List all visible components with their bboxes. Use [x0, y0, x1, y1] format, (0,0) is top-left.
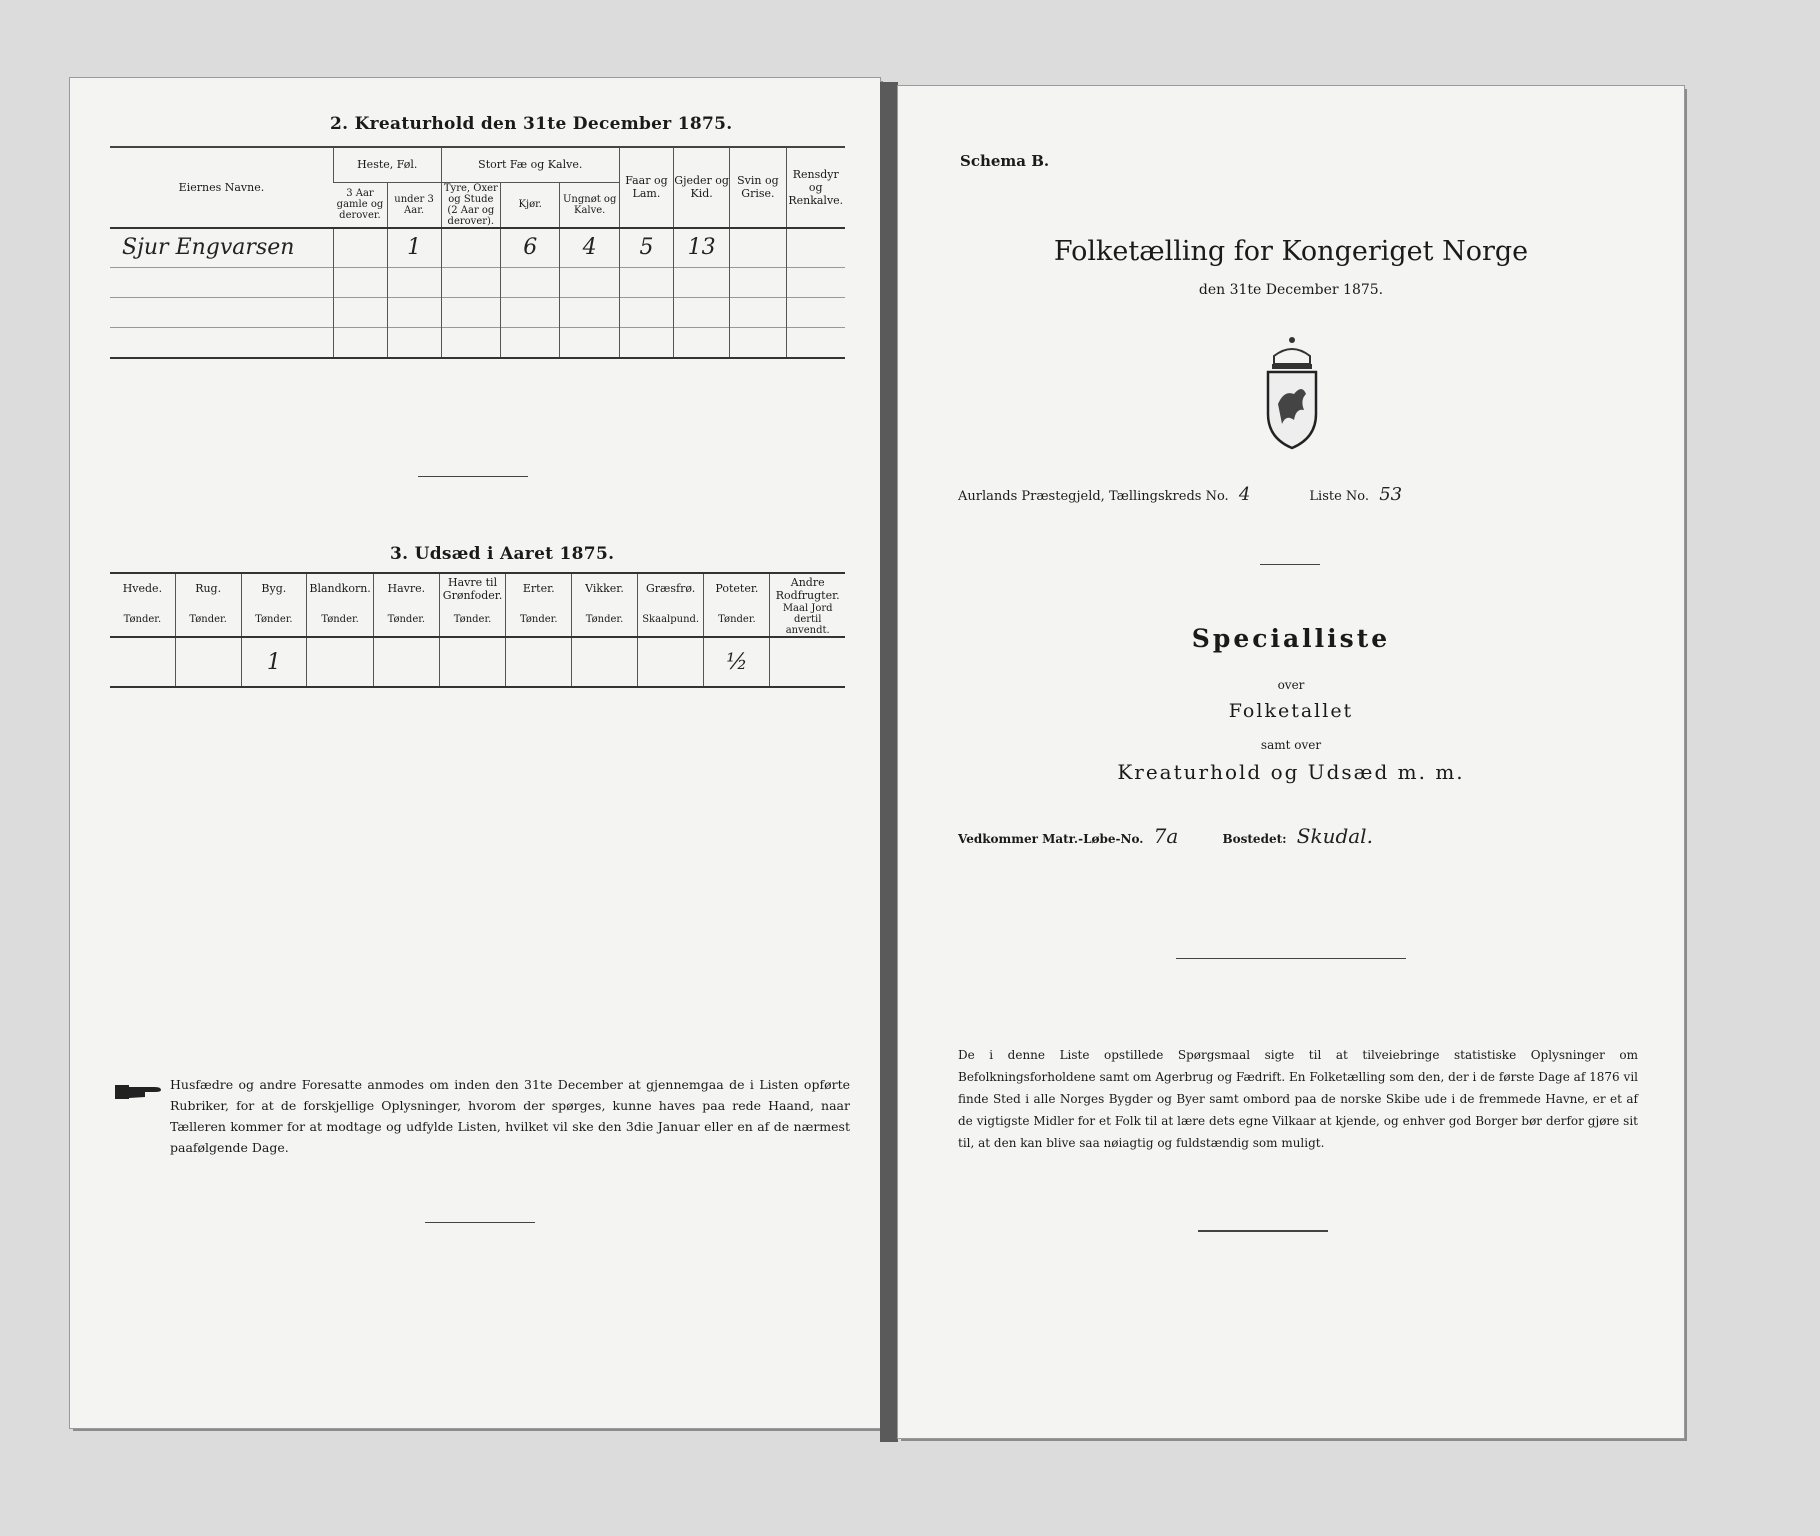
table-row	[110, 228, 845, 268]
page-title: Folketælling for Kongeriget Norge	[1053, 236, 1529, 267]
owner-name: Sjur Engvarsen	[122, 235, 295, 261]
horses-adult-header: 3 Aar gamle og derover.	[336, 188, 384, 221]
seed-unit-label: Maal Jord dertil anvendt.	[770, 603, 845, 637]
goats-header: Gjeder og Kid.	[674, 148, 730, 228]
seed-column-header: Græsfrø.	[637, 573, 704, 603]
seed-value: 1	[241, 637, 307, 687]
matr-line	[958, 824, 1373, 848]
spine	[880, 82, 898, 1442]
cell-value: 1	[387, 228, 441, 268]
parish-line	[958, 484, 1402, 505]
left-page	[70, 78, 880, 1428]
seed-unit-label: Tønder.	[506, 603, 572, 637]
heading: Specialliste	[1191, 624, 1391, 653]
seed-column-header: Blandkorn.	[307, 573, 374, 603]
seed-column-header: Hvede.	[122, 582, 163, 595]
livestock-table	[110, 148, 845, 359]
seed-unit-label: Tønder.	[241, 603, 307, 637]
cattle-calves-header: Ungnøt og Kalve.	[560, 182, 619, 228]
reindeer-header: Rensdyr og Renkalve.	[786, 148, 845, 228]
seed-column-header: Rug.	[175, 573, 241, 603]
seed-unit-label: Tønder.	[439, 603, 506, 637]
section3-title: 3. Udsæd i Aaret 1875.	[390, 544, 615, 564]
liste-number: 53	[1379, 484, 1403, 505]
seed-column-header: Andre Rodfrugter.	[770, 573, 845, 603]
parish-label: Aurlands Præstegjeld, Tællingskreds No.	[958, 489, 1229, 504]
cell-value	[441, 228, 500, 268]
owner-header: Eiernes Navne.	[178, 180, 265, 194]
samt-over-label: samt over	[1260, 738, 1322, 752]
info-note: De i denne Liste opstillede Spørgsmaal sigte til at tilveiebringe statistiske Oplysninger om Befolkningsforholdene samt om Agerbrug og Fædrift. En Folketælling som den, der i de første Dage af 1876 vil finde Sted i alle Norges Bygder og Byer samt ombord paa de norske Skibe ude i de fremmede Havne, er et af de vigtigste Midler for et Folk til at lære dets egne Vilkaar at kjende, og enhver god Borger bør derfor gjøre sit til, at den kan blive saa nøiagtig og fuldstændig som muligt.	[958, 1048, 1638, 1150]
subtitle: Kreaturhold og Udsæd m. m.	[1117, 760, 1465, 784]
seed-value	[439, 637, 506, 687]
seed-unit-label: Tønder.	[175, 603, 241, 637]
bosted-value: Skudal.	[1296, 824, 1373, 848]
seed-unit-label: Tønder.	[307, 603, 374, 637]
seed-unit-label: Tønder.	[572, 603, 638, 637]
footnote: Husfædre og andre Foresatte anmodes om inden den 31te December at gjennemgaa de i Listen opførte Rubriker, for at de forskjellige Oplysninger, hvorom der spørges, kunne haves paa rede Haand, naar Tælleren kommer for at modtage og udfylde Listen, hvilket vil ske den 3die Januar eller en af de nærmest paafølgende Dage.	[170, 1077, 850, 1155]
cattle-cows-header: Kjør.	[501, 182, 560, 228]
section2-title: 2. Kreaturhold den 31te December 1875.	[330, 114, 733, 134]
seed-column-header: Havre til Grønfoder.	[439, 573, 506, 603]
schema-label: Schema B.	[960, 152, 1050, 170]
cell-value: 5	[619, 228, 673, 268]
seed-column-header: Byg.	[241, 573, 307, 603]
seed-column-header: Poteter.	[704, 573, 770, 603]
seed-column-header: Erter.	[506, 573, 572, 603]
seed-unit-label: Tønder.	[373, 603, 439, 637]
seed-unit-label: Tønder.	[123, 614, 162, 625]
seed-value	[637, 637, 704, 687]
cell-value	[333, 228, 387, 268]
over-label: over	[1277, 678, 1305, 692]
seed-column-header: Vikker.	[572, 573, 638, 603]
matr-number: 7a	[1153, 824, 1179, 848]
right-page	[898, 86, 1684, 1438]
pigs-header: Svin og Grise.	[730, 148, 786, 228]
seed-unit-label: Tønder.	[704, 603, 770, 637]
coat-of-arms-icon	[1260, 334, 1324, 452]
seed-table	[110, 572, 845, 688]
folketallet: Folketallet	[1228, 700, 1354, 722]
seed-value	[506, 637, 572, 687]
seed-value	[373, 637, 439, 687]
pointing-hand-icon	[115, 1082, 163, 1102]
liste-label: Liste No.	[1309, 489, 1370, 504]
cell-value	[730, 228, 786, 268]
seed-value	[307, 637, 374, 687]
seed-value: ½	[704, 637, 770, 687]
cell-value: 4	[560, 228, 619, 268]
seed-value	[175, 637, 241, 687]
cell-value	[786, 228, 845, 268]
cell-value: 6	[501, 228, 560, 268]
horses-young-header: under 3 Aar.	[387, 182, 441, 228]
seed-unit-label: Skaalpund.	[637, 603, 704, 637]
cattle-bulls-header: Tyre, Oxer og Stude (2 Aar og derover).	[441, 182, 500, 228]
seed-value	[110, 637, 175, 687]
seed-column-header: Havre.	[373, 573, 439, 603]
cell-value: 13	[674, 228, 730, 268]
seed-value	[572, 637, 638, 687]
title-date: den 31te December 1875.	[1198, 282, 1384, 298]
parish-number: 4	[1238, 484, 1251, 505]
seed-value	[770, 637, 845, 687]
horses-header: Heste, Føl.	[333, 148, 441, 182]
cattle-header: Stort Fæ og Kalve.	[441, 148, 619, 182]
bosted-label: Bostedet:	[1222, 832, 1287, 846]
matr-label: Vedkommer Matr.-Løbe-No.	[958, 832, 1144, 846]
sheep-header: Faar og Lam.	[619, 148, 673, 228]
